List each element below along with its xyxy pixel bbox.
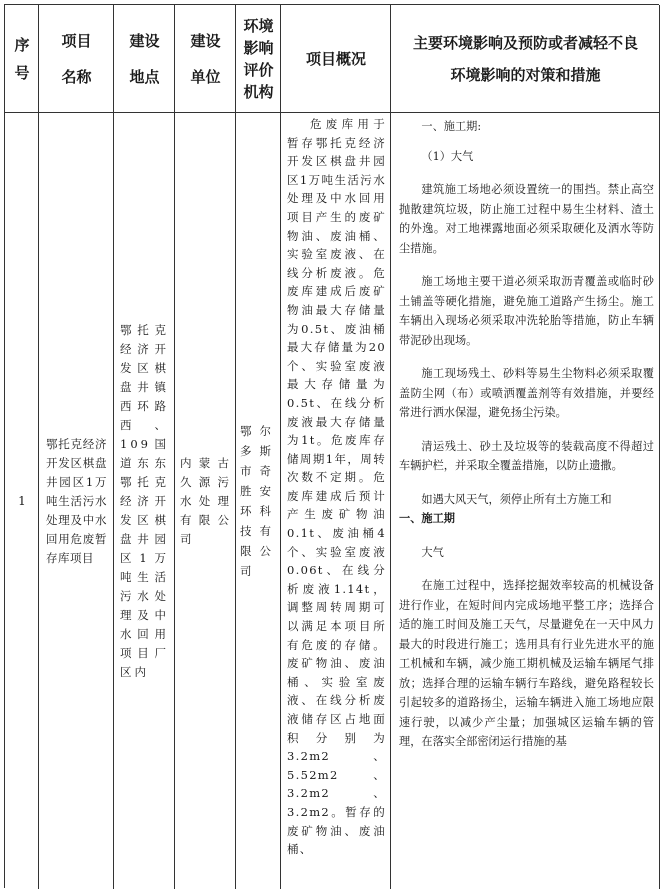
header-index-line: 序 — [14, 35, 30, 54]
measures-subheading: （1）大气 — [421, 149, 474, 163]
header-name-line: 项目 — [61, 31, 92, 50]
measures-paragraph: 施工现场残土、砂料等易生尘物料必须采取覆盖防尘网（布）或喷洒覆盖剂等有效措施，并要经常进行洒水保湿，避免扬尘污染。 — [399, 367, 654, 419]
header-location — [114, 5, 175, 113]
header-eia-line: 影响 — [243, 38, 274, 57]
header-location-line: 地点 — [129, 67, 160, 86]
measures-heading-bold: 一、施工期 — [399, 511, 455, 525]
header-unit-line: 单位 — [190, 67, 221, 86]
row-name — [39, 113, 114, 889]
project-name: 鄂托克经济开发区棋盘井园区1万吨生活污水处理及中水回用危废暂存库项目 — [46, 436, 107, 565]
construction-unit: 内蒙古久源污水处理有限公司 — [180, 455, 231, 546]
header-unit — [175, 5, 236, 113]
header-index — [5, 5, 39, 113]
measures-subheading: 大气 — [421, 545, 444, 559]
header-overview-text: 项目概况 — [305, 49, 366, 68]
row-unit — [175, 113, 236, 889]
row-location — [114, 113, 175, 889]
header-overview — [281, 5, 391, 113]
measures-paragraph: 在施工过程中，选择挖掘效率较高的机械设备进行作业，在短时间内完成场地平整工序；选择合适的施工时间及施工天气，尽量避免在一天中风力最大的时段进行施工；选用具有行业先进水平的施工机械和车辆，减少施工期机械及运输车辆尾气排放；选择合理的运输车辆行车路线，避免路程较长引起较多的道路扬尘，运输车辆进入施工场地应限速行驶，以减少产尘量；加强城区运输车辆的管理，在落实全部密闭运行措施的基 — [399, 579, 654, 748]
measures-paragraph: 施工场地主要干道必须采取沥青覆盖或临时砂土铺盖等硬化措施，避免施工道路产生扬尘。施工车辆出入现场必须采取冲洗轮胎等措施，防止车辆带泥砂出现场。 — [399, 275, 654, 347]
header-eia-line: 机构 — [243, 82, 274, 101]
measures-paragraph: 建筑施工场地必须设置统一的围挡。禁止高空抛散建筑垃圾，防止施工过程中易生尘材料、渣土的外逸。对工地裸露地面必须采取硬化及洒水等防尘措施。 — [399, 183, 654, 255]
header-measures-line: 环境影响的对策和措施 — [450, 65, 601, 84]
header-measures — [391, 5, 660, 113]
header-eia-line: 环境 — [243, 16, 274, 35]
header-name-line: 名称 — [61, 67, 92, 86]
row-index-text: 1 — [18, 494, 26, 508]
row-overview — [281, 113, 391, 889]
header-name — [39, 5, 114, 113]
header-location-line: 建设 — [129, 31, 160, 50]
row-eia — [236, 113, 281, 889]
project-location: 鄂托克经济开发区棋盘井镇西环路西、109国道东东鄂托克经济开发区棋盘井园区1万吨生活污水处理及中水回用项目厂区内 — [120, 322, 169, 679]
project-overview: 危废库用于暂存鄂托克经济开发区棋盘井园区1万吨生活污水处理及中水回用项目产生的废矿物油、废油桶、实验室废液、在线分析废液。危废库建成后废矿物油最大存储量为0.5t、废油桶最大存储量为20个、实验室废液最大存储量为0.5t、在线分析废液最大存储量为1t。危废库存储周期1年，周转次数不定期。危废库建成后预计产生废矿物油0.1t、废油桶4个、实验室废液0.06t、在线分析废液1.14t，调整周转周期可以满足本项目所有危废的存储。废矿物油、废油桶、实验室废液、在线分析废液储存区占地面积分别为 3.2m2 、5.52m2、3.2m2、3.2m2。暂存的废矿物油、废油桶、 — [287, 117, 386, 857]
eia-agency: 鄂尔多斯市奇胜安环科技有限公司 — [240, 424, 277, 578]
header-unit-line: 建设 — [190, 31, 221, 50]
header-measures-line: 主要环境影响及预防或者减轻不良 — [412, 33, 638, 52]
row-index — [5, 113, 39, 889]
project-table — [4, 4, 659, 888]
measures-paragraph: 清运残土、砂土及垃圾等的装载高度不得超过车辆护栏，并采取全覆盖措施，以防止遗撒。 — [399, 439, 654, 472]
header-eia — [236, 5, 281, 113]
measures-heading: 一、施工期: — [421, 120, 482, 133]
row-measures — [391, 113, 660, 889]
header-index-line: 号 — [14, 63, 30, 82]
header-eia-line: 评价 — [243, 60, 274, 79]
measures-paragraph: 如遇大风天气，须停止所有土方施工和 — [421, 492, 612, 506]
